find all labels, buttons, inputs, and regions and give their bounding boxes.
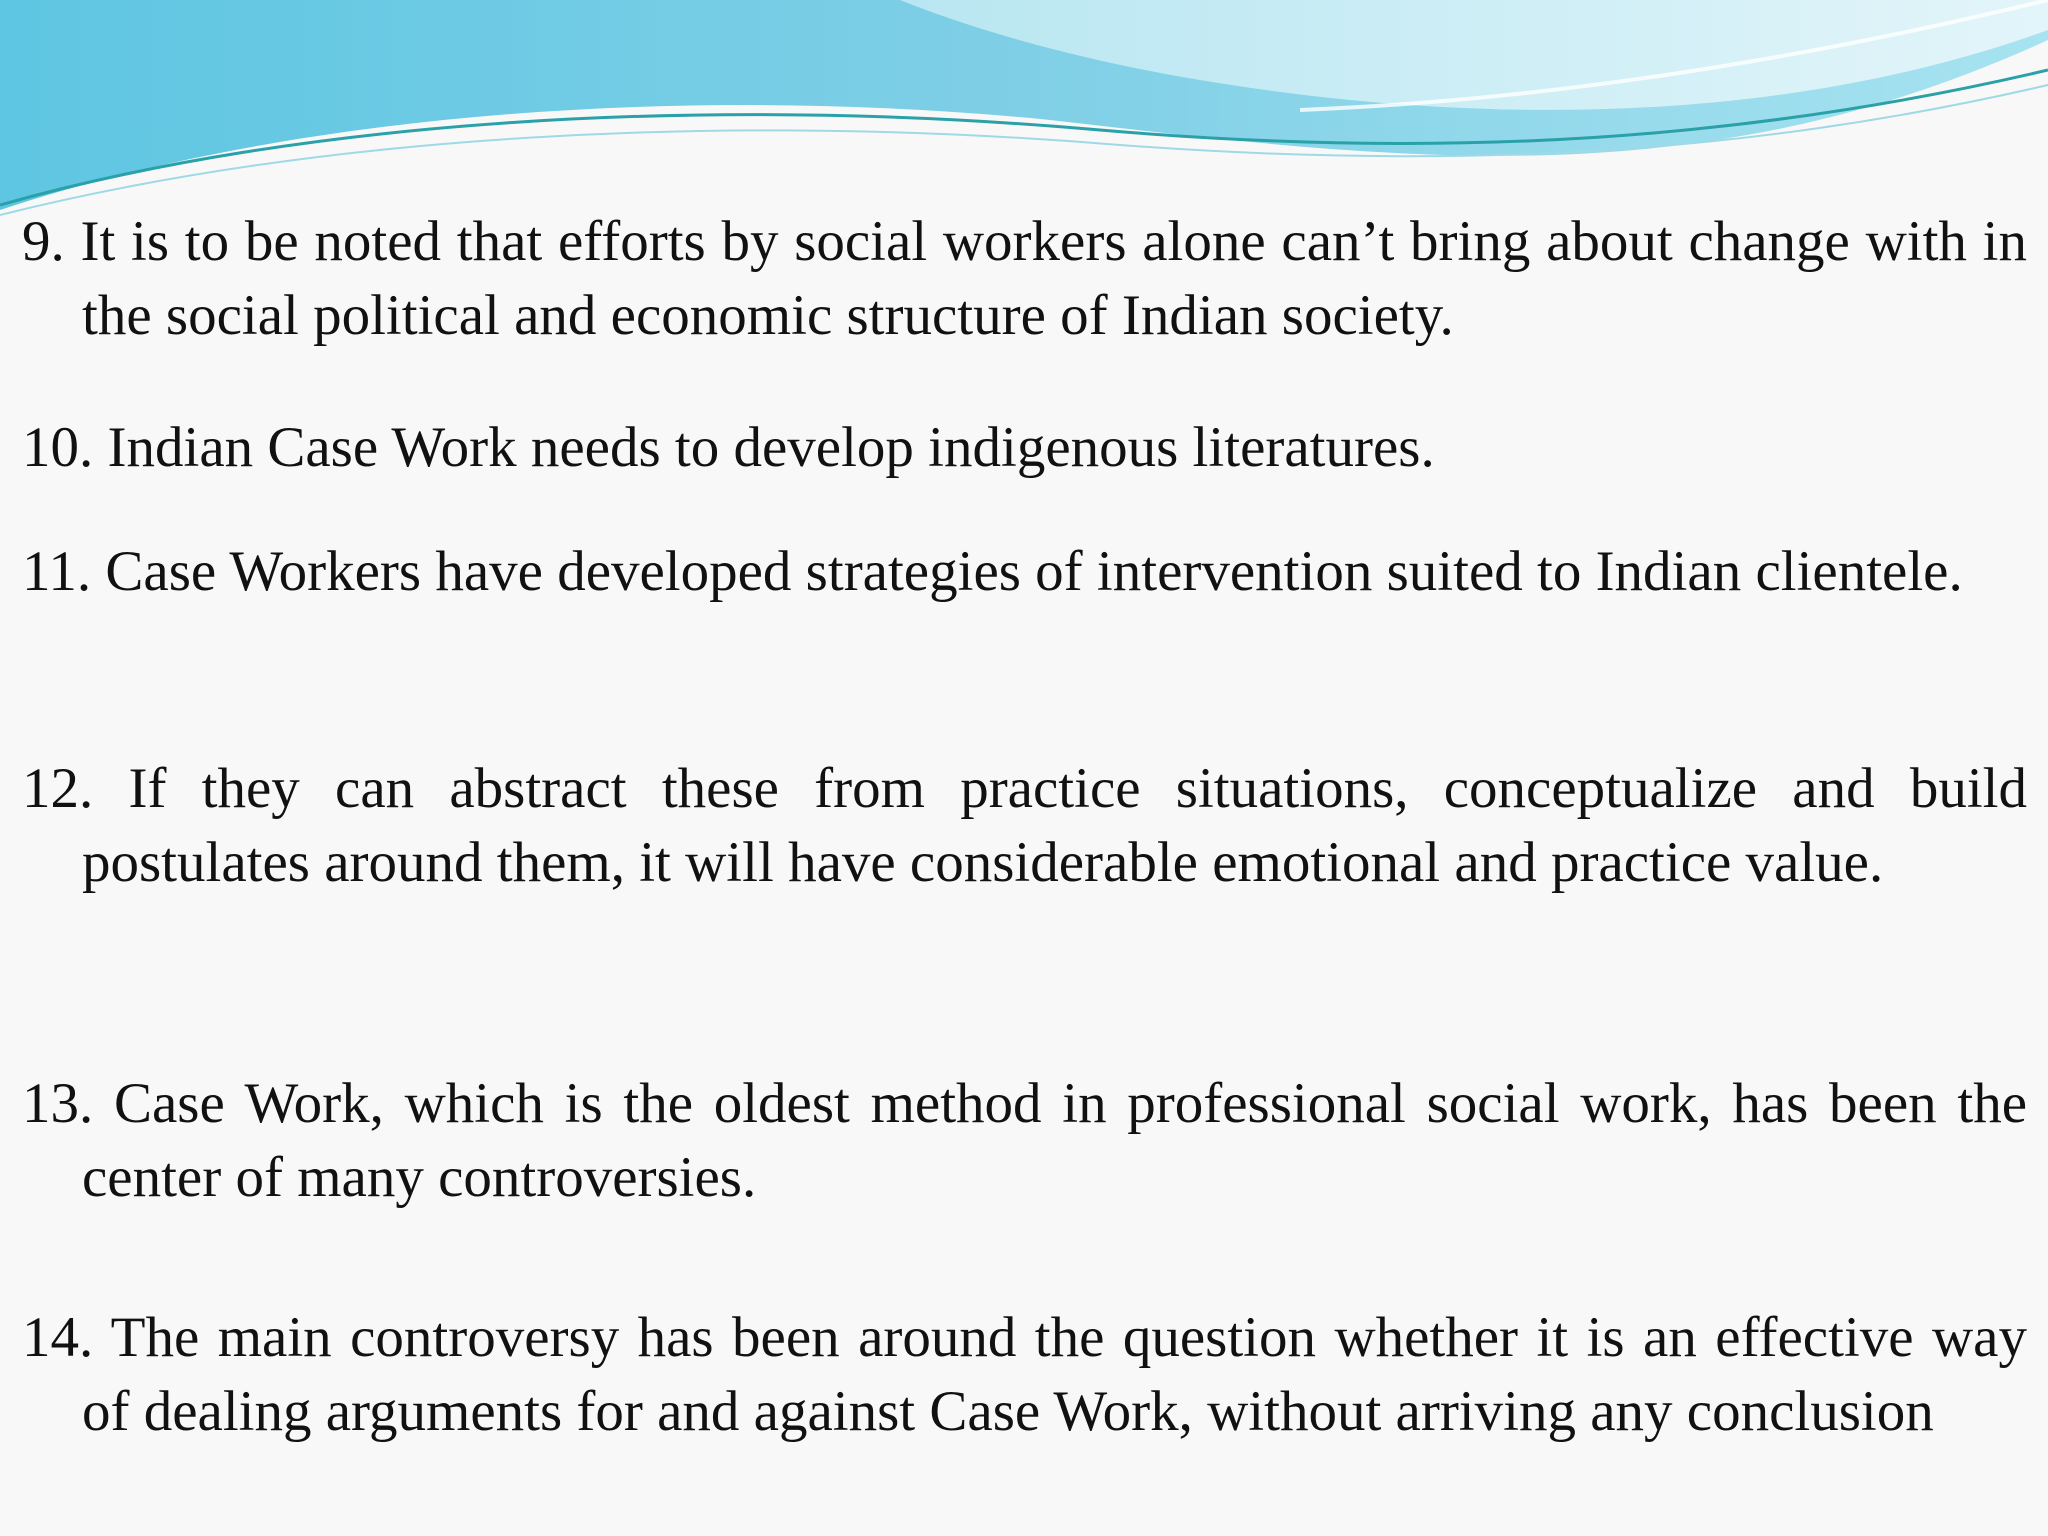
item-number: 12. — [22, 757, 94, 820]
list-item — [22, 752, 2027, 900]
list-item — [22, 1301, 2027, 1449]
list-item — [22, 411, 2027, 485]
item-text: The main controversy has been around the question whether it is an effective way of dealing arguments for and against Case Work, without arriving any conclusion — [82, 1306, 2027, 1443]
item-number: 14. — [22, 1306, 94, 1369]
item-number: 13. — [22, 1072, 94, 1135]
list-item — [22, 205, 2027, 353]
item-text: It is to be noted that efforts by social workers alone can’t bring about change with in the social political and economic structure of Indian society. — [80, 210, 2027, 347]
decorative-wave-banner — [0, 0, 2048, 230]
item-number: 9. — [22, 210, 65, 273]
item-text: Case Work, which is the oldest method in professional social work, has been the center of many controversies. — [82, 1072, 2027, 1209]
item-text: If they can abstract these from practice situations, conceptualize and build postulates around them, it will have considerable emotional and practice value. — [82, 757, 2027, 894]
item-number: 10. — [22, 416, 94, 479]
list-item — [22, 540, 2027, 603]
item-text: Case Workers have developed strategies of intervention suited to Indian clientele. — [105, 540, 1963, 603]
item-text: Indian Case Work needs to develop indigenous literatures. — [107, 416, 1435, 479]
list-item — [22, 1067, 2027, 1215]
item-number: 11. — [22, 540, 92, 603]
